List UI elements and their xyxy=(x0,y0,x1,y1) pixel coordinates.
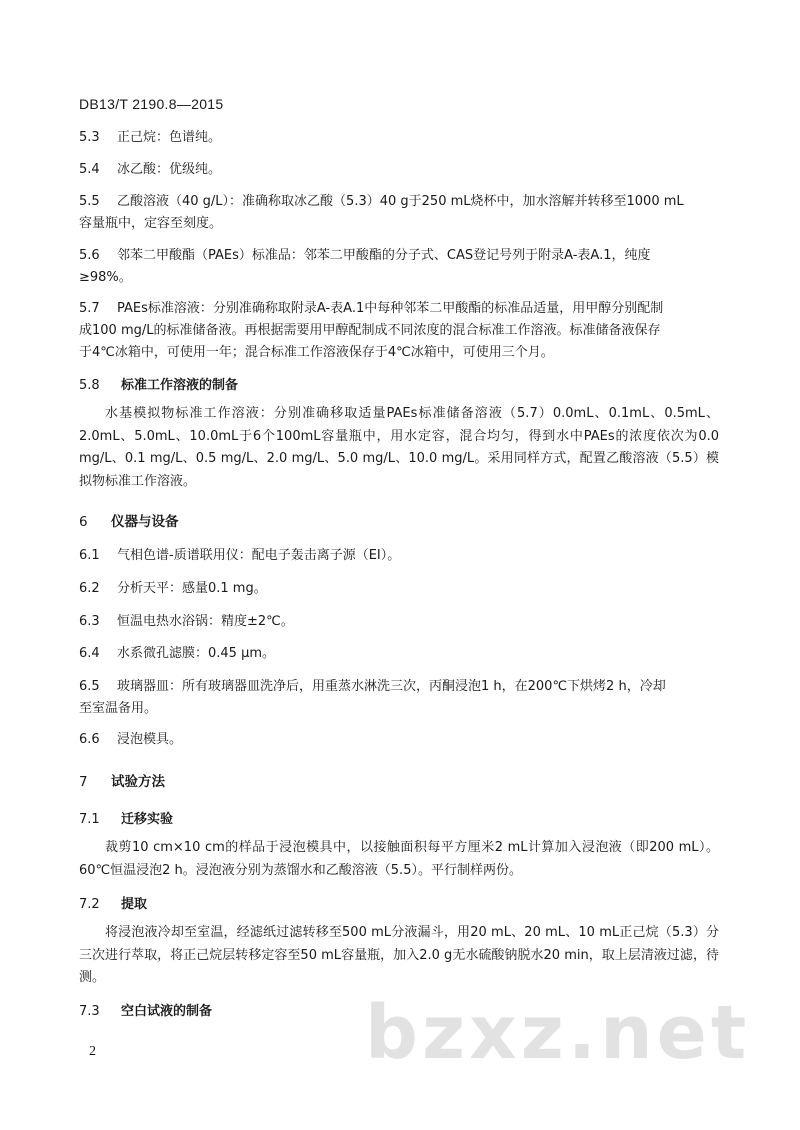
clause-7-1-heading xyxy=(79,808,173,827)
page-number: 2 xyxy=(89,1044,96,1059)
clause-number: 6.5 xyxy=(79,679,100,694)
clause-text: 分析天平：感量0.1 mg。 xyxy=(117,581,267,596)
clause-text-line-1: 玻璃器皿：所有玻璃器皿洗净后，用重蒸水淋洗三次，丙酮浸泡1 h，在200℃下烘烤2 h，冷却 xyxy=(117,679,666,694)
section-title: 仪器与设备 xyxy=(111,514,179,530)
clause-text-line-1: 邻苯二甲酸酯（PAEs）标准品：邻苯二甲酸酯的分子式、CAS登记号列于附录A-表A.1，纯度 xyxy=(117,248,651,263)
clause-text: 浸泡模具。 xyxy=(117,732,183,747)
clause-text-line-1: PAEs标准溶液：分别准确称取附录A-表A.1中每种邻苯二甲酸酯的标准品适量，用甲醇分别配制 xyxy=(117,301,664,316)
clause-text-line-1: 乙酸溶液（40 g/L）：准确称取冰乙酸（5.3）40 g于250 mL烧杯中，加水溶解并转移至1000 mL xyxy=(117,194,684,209)
clause-text-line-2: 至室温备用。 xyxy=(79,701,158,716)
clause-number: 5.8 xyxy=(79,378,100,393)
clause-number: 5.5 xyxy=(79,194,100,209)
clause-text: 气相色谱-质谱联用仪：配电子轰击离子源（EI）。 xyxy=(117,548,401,563)
section-number: 6 xyxy=(79,514,88,530)
clause-number: 6.4 xyxy=(79,646,100,661)
clause-number: 7.3 xyxy=(79,1004,100,1019)
clause-number: 5.6 xyxy=(79,248,100,263)
clause-number: 5.4 xyxy=(79,162,100,177)
clause-6-2 xyxy=(79,578,719,600)
clause-text: 水系微孔滤膜：0.45 μm。 xyxy=(117,646,276,661)
clause-6-5 xyxy=(79,676,719,720)
clause-text: 冰乙酸：优级纯。 xyxy=(117,162,222,177)
clause-title: 提取 xyxy=(121,897,148,912)
clause-5-6 xyxy=(79,245,719,289)
clause-text-line-2: ≥98%。 xyxy=(79,270,132,285)
clause-title: 标准工作溶液的制备 xyxy=(121,378,239,393)
clause-6-1 xyxy=(79,545,719,567)
clause-title: 空白试液的制备 xyxy=(121,1004,213,1019)
watermark: bzxz.net xyxy=(365,990,751,1076)
clause-number: 6.1 xyxy=(79,548,100,563)
clause-number: 6.2 xyxy=(79,581,100,596)
section-number: 7 xyxy=(79,774,88,790)
clause-7-2-heading xyxy=(79,893,147,912)
clause-number: 7.2 xyxy=(79,897,100,912)
clause-number: 7.1 xyxy=(79,812,100,827)
clause-number: 6.3 xyxy=(79,614,100,629)
clause-5-3 xyxy=(79,127,719,149)
clause-text-line-2: 容量瓶中，定容至刻度。 xyxy=(79,216,223,231)
clause-5-4 xyxy=(79,159,719,181)
clause-text-line-2: 成100 mg/L的标准储备液。再根据需要用甲醇配制成不同浓度的混合标准工作溶液。标准储备液保存 xyxy=(79,323,661,338)
clause-7-1-paragraph: 裁剪10 cm×10 cm的样品于浸泡模具中，以接触面积每平方厘米2 mL计算加入浸泡液（即200 mL）。60℃恒温浸泡2 h。浸泡液分别为蒸馏水和乙酸溶液（5.5）。平行制样两份。 xyxy=(79,840,719,878)
clause-number: 5.7 xyxy=(79,301,100,316)
clause-title: 迁移实验 xyxy=(121,812,174,827)
section-6-heading xyxy=(79,510,179,530)
clause-6-4 xyxy=(79,643,719,665)
standard-code-header: DB13/T 2190.8—2015 xyxy=(79,96,224,112)
clause-7-2-paragraph: 将浸泡液冷却至室温，经滤纸过滤转移至500 mL分液漏斗，用20 mL、20 mL、10 mL正己烷（5.3）分三次进行萃取，将正己烷层转移定容至50 mL容量瓶，加入2.0 g无水硫酸钠脱水20 min，取上层清液过滤，待测。 xyxy=(79,925,719,985)
clause-text: 正己烷：色谱纯。 xyxy=(117,130,222,145)
clause-6-6 xyxy=(79,729,719,751)
clause-number: 5.3 xyxy=(79,130,100,145)
clause-text-line-3: 于4℃冰箱中，可使用一年；混合标准工作溶液保存于4℃冰箱中，可使用三个月。 xyxy=(79,345,554,360)
clause-5-8-heading xyxy=(79,374,238,393)
clause-5-5 xyxy=(79,191,719,235)
clause-text: 恒温电热水浴锅：精度±2℃。 xyxy=(117,614,294,629)
clause-5-8-paragraph: 水基模拟物标准工作溶液：分别准确移取适量PAEs标准储备溶液（5.7）0.0mL、0.1mL、0.5mL、2.0mL、5.0mL、10.0mL于6个100mL容量瓶中，用水定容，混合均匀，得到水中PAEs的浓度依次为0.0 mg/L、0.1 mg/L、0.5 mg/L、2.0 mg/L、5.0 mg/L、10.0 mg/L。采用同样方式，配置乙酸溶液（5.5）模拟物标准工作溶液。 xyxy=(79,406,719,489)
clause-5-7 xyxy=(79,298,719,364)
section-title: 试验方法 xyxy=(111,774,165,790)
clause-7-3-heading xyxy=(79,1000,212,1019)
clause-number: 6.6 xyxy=(79,732,100,747)
section-7-heading xyxy=(79,770,165,790)
clause-6-3 xyxy=(79,611,719,633)
